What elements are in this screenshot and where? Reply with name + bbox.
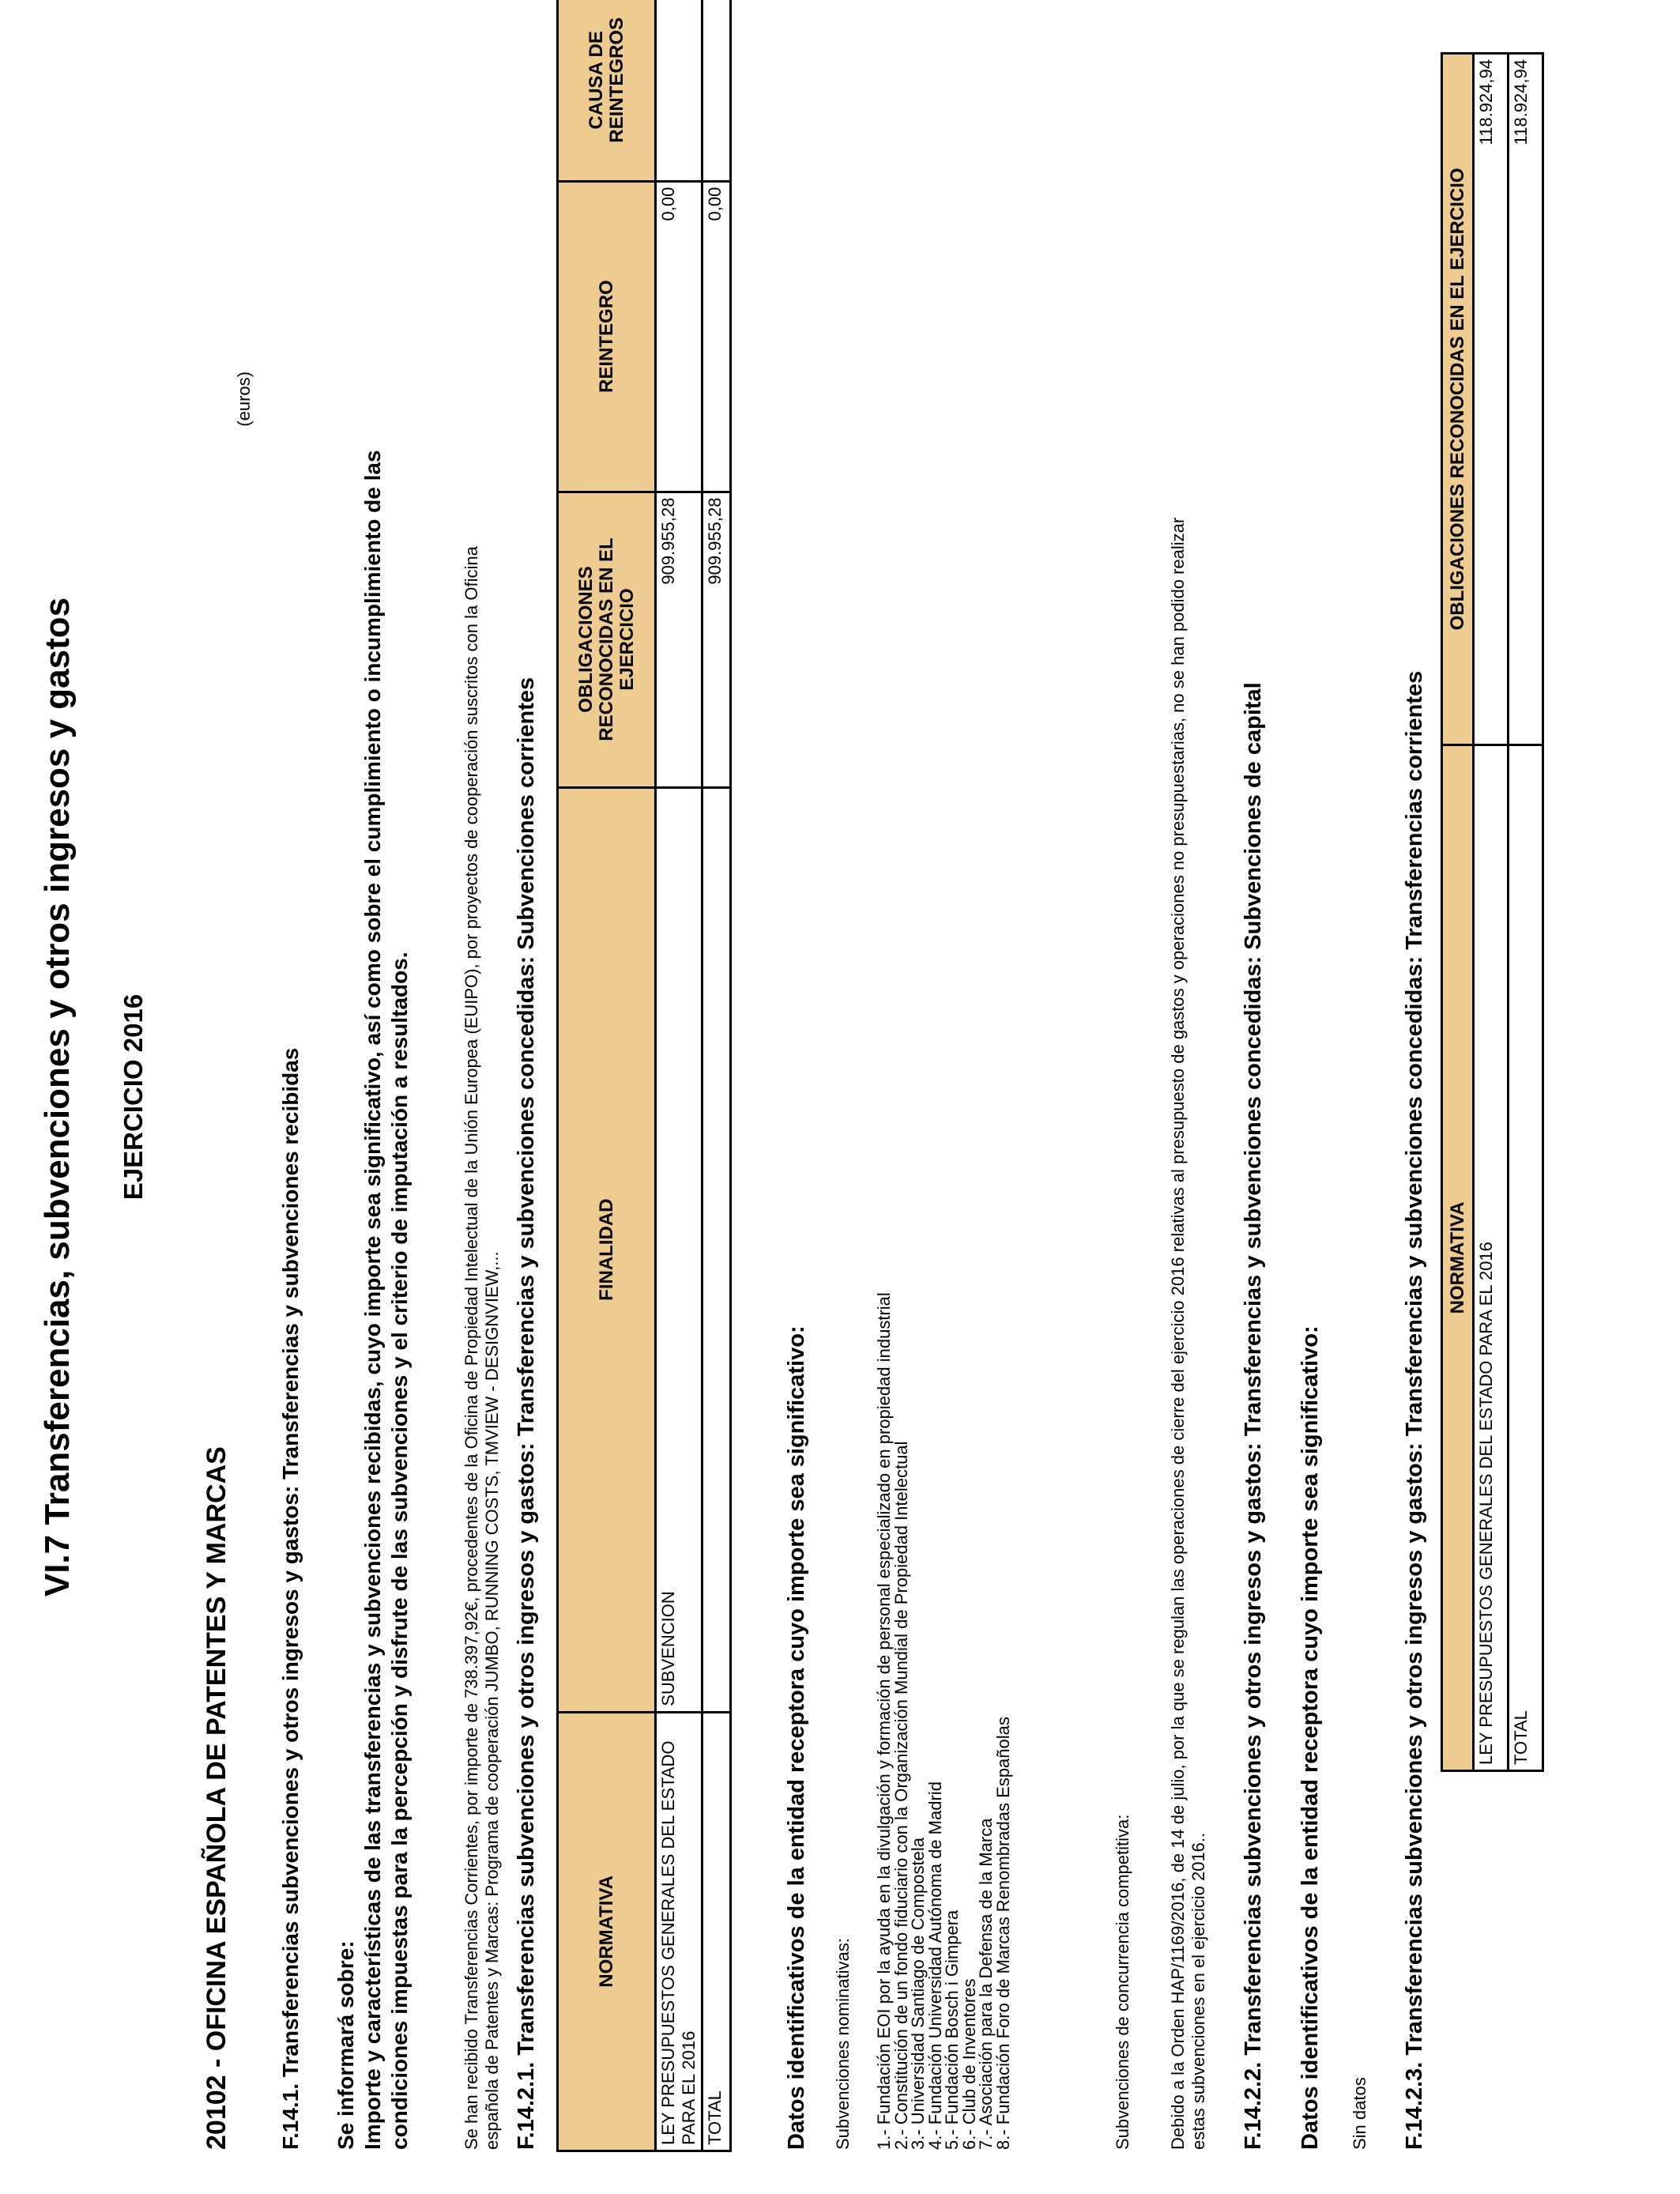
- cell-reintegro: 0,00: [656, 181, 703, 492]
- cell-causa: [656, 0, 703, 181]
- table-header-row: [1442, 54, 1474, 1771]
- col-obligaciones: OBLIGACIONES RECONOCIDAS EN EL EJERCICIO: [1442, 54, 1474, 745]
- total-label: TOTAL: [703, 1712, 731, 2151]
- f1421-table: [556, 0, 732, 2152]
- cell-obligaciones: 909.955,28: [656, 492, 703, 787]
- f141-inform-label: Se informará sobre:: [333, 1940, 358, 2150]
- list-item: 1.- Fundación EOI por la ayuda en la divulgación y formación de personal especializado en propiedad industrial: [874, 1292, 894, 2150]
- entity-title: 20102 - OFICINA ESPAÑOLA DE PATENTES Y MARCAS: [202, 1446, 232, 2150]
- f141-para-line1: Se han recibido Transferencias Corrientes, por importe de 738.397,92€, procedentes de la Oficina de Propiedad Intelectual de la Unión Europea (EUIPO), por proyectos de cooperación suscritos con la Oficina: [461, 546, 481, 2150]
- total-obligaciones: 118.924,94: [1509, 54, 1543, 745]
- total-reintegro: 0,00: [703, 181, 731, 492]
- total-label: TOTAL: [1509, 745, 1543, 1770]
- total-finalidad: [703, 787, 731, 1712]
- f141-para-line2: española de Patentes y Marcas: Programa de cooperación JUMBO, RUNNING COSTS, TMVIEW - DESIGNVIEW,...: [482, 1251, 502, 2150]
- orden-line1: Debido a la Orden HAP/1169/2016, de 14 de julio, por la que se regulan las operaciones de cierre del ejercicio 2016 relativas al presupuesto de gastos y operaciones no presupuestarias, no se han podido realizar: [1168, 517, 1188, 2150]
- table-total-row: [703, 0, 731, 2151]
- orden-line2: estas subvenciones en el ejercicio 2016..: [1188, 1832, 1208, 2150]
- col-obligaciones: OBLIGACIONES RECONOCIDAS EN EL EJERCICIO: [558, 492, 656, 787]
- f141-heading: F.14.1. Transferencias subvenciones y otros ingresos y gastos: Transferencias y subvenciones recibidas: [278, 1047, 303, 2150]
- col-reintegro: REINTEGRO: [558, 181, 656, 492]
- list-item: 4.- Fundación Universidad Autónoma de Madrid: [925, 1781, 945, 2150]
- total-causa: [703, 0, 731, 181]
- list-item: 2.- Constitución de un fondo fiduciario con la Organización Mundial de Propiedad Intelectual: [891, 1441, 911, 2150]
- col-causa: CAUSA DE REINTEGROS: [558, 0, 656, 181]
- table-row: [1474, 54, 1509, 1771]
- sin-datos: Sin datos: [1350, 2077, 1369, 2150]
- list-item: 6.- Club de Inventores: [959, 1978, 979, 2150]
- concurrencia-label: Subvenciones de concurrencia competitiva:: [1113, 1814, 1132, 2150]
- table-header-row: [558, 0, 656, 2151]
- col-normativa: NORMATIVA: [558, 1712, 656, 2151]
- f1423-table: [1441, 52, 1544, 1772]
- cell-normativa: LEY PRESUPUESTOS GENERALES DEL ESTADO PARA EL 2016: [656, 1712, 703, 2151]
- list-item: 3.- Universidad Santiago de Compostela: [908, 1837, 928, 2150]
- f1421-datos-heading: Datos identificativos de la entidad receptora cuyo importe sea significativo:: [784, 1325, 809, 2150]
- table-total-row: [1509, 54, 1543, 1771]
- list-item: 5.- Fundación Bosch i Gimpera: [942, 1909, 962, 2150]
- nominativas-list: [876, 1292, 1011, 2150]
- total-obligaciones: 909.955,28: [703, 492, 731, 787]
- col-normativa: NORMATIVA: [1442, 745, 1474, 1770]
- f1421-heading: F.14.2.1. Transferencias subvenciones y otros ingresos y gastos: Transferencias y subvenciones concedidas: Subvenciones corrientes: [514, 677, 539, 2150]
- f141-inform-line1: Importe y características de las transferencias y subvenciones recibidas, cuyo importe sea significativo, así como sobre el cumplimiento o incumplimiento de las: [360, 450, 385, 2150]
- page-title: VI.7 Transferencias, subvenciones y otros ingresos y gastos: [38, 597, 77, 1597]
- col-finalidad: FINALIDAD: [558, 787, 656, 1712]
- cell-normativa: LEY PRESUPUESTOS GENERALES DEL ESTADO PARA EL 2016: [1474, 745, 1509, 1770]
- list-item: 8.- Fundación Foro de Marcas Renombradas Españolas: [993, 1717, 1013, 2150]
- cell-obligaciones: 118.924,94: [1474, 54, 1509, 745]
- ejercicio-label: EJERCICIO 2016: [119, 993, 148, 1201]
- f1423-heading: F.14.2.3. Transferencias subvenciones y otros ingresos y gastos: Transferencias y subvenciones concedidas: Transferencias corrientes: [1402, 670, 1427, 2150]
- f141-inform-line2: condiciones impuestas para la percepción y disfrute de las subvenciones y el criterio de imputación a resultados.: [387, 952, 412, 2150]
- list-item: 7.- Asociación para la Defensa de la Marca: [976, 1818, 996, 2150]
- f1422-heading: F.14.2.2. Transferencias subvenciones y otros ingresos y gastos: Transferencias y subvenciones concedidas: Subvenciones de capital: [1241, 682, 1266, 2150]
- nominativas-label: Subvenciones nominativas:: [833, 1938, 853, 2150]
- table-row: [656, 0, 703, 2151]
- f1422-datos-heading: Datos identificativos de la entidad receptora cuyo importe sea significativo:: [1298, 1325, 1323, 2150]
- unit-label: (euros): [234, 371, 254, 427]
- cell-finalidad: SUBVENCION: [656, 787, 703, 1712]
